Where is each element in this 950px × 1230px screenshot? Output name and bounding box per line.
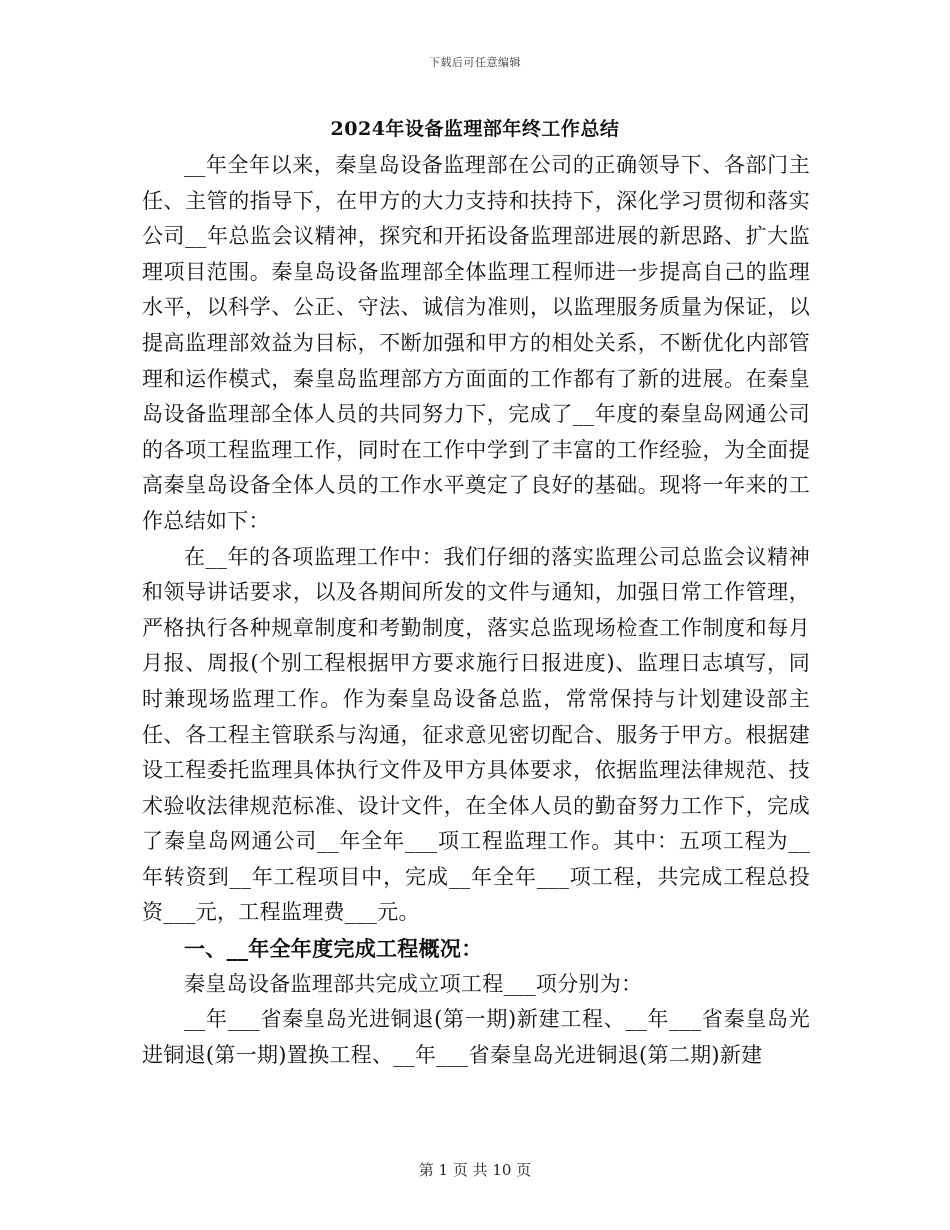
body-paragraph-projects-intro: 秦皇岛设备监理部共完成立项工程___项分别为： [184, 971, 643, 996]
page-number-footer: 第 1 页 共 10 页 [418, 1161, 532, 1179]
body-paragraph-intro: __年全年以来，秦皇岛设备监理部在公司的正确领导下、各部门主任、主管的指导下，在甲方的大力支持和扶持下，深化学习贯彻和落实公司__年总监会议精神，探究和开拓设备监理部进展的新思路、扩大监理项目范围。秦皇岛设备监理部全体监理工程师进一步提高自己的监理水平，以科学、公正、守法、诚信为准则，以监理服务质量为保证，以提高监理部效益为目标，不断加强和甲方的相处关系，不断优化内部管理和运作模式，秦皇岛监理部方方面面的工作都有了新的进展。在秦皇岛设备监理部全体人员的共同努力下，完成了__年度的秦皇岛网通公司的各项工程监理工作，同时在工作中学到了丰富的工作经验，为全面提高秦皇岛设备全体人员的工作水平奠定了良好的基础。现将一年来的工作总结如下： [142, 153, 810, 533]
body-paragraph-work: 在__年的各项监理工作中：我们仔细的落实监理公司总监会议精神和领导讲话要求，以及各期间所发的文件与通知，加强日常工作管理，严格执行各种规章制度和考勤制度，落实总监现场检查工作制度和每月月报、周报(个别工程根据甲方要求施行日报进度)、监理日志填写，同时兼现场监理工作。作为秦皇岛设备总监，常常保持与计划建设部主任、各工程主管联系与沟通，征求意见密切配合、服务于甲方。根据建设工程委托监理具体执行文件及甲方具体要求，依据监理法律规范、技术验收法律规范标准、设计文件，在全体人员的勤奋努力工作下，完成了秦皇岛网通公司__年全年___项工程监理工作。其中：五项工程为__年转资到__年工程项目中，完成__年全年___项工程，共完成工程总投资___元，工程监理费___元。 [142, 544, 810, 925]
document-title: 2024年设备监理部年终工作总结 [330, 118, 620, 140]
section-heading-overview: 一、__年全年度完成工程概况： [184, 936, 483, 962]
document-body [142, 148, 810, 1073]
body-paragraph-project-list: __年___省秦皇岛光进铜退(第一期)新建工程、__年___省秦皇岛光进铜退(第一期)置换工程、__年___省秦皇岛光进铜退(第二期)新建 [142, 1007, 810, 1067]
page-header-note: 下载后可任意编辑 [429, 56, 521, 69]
